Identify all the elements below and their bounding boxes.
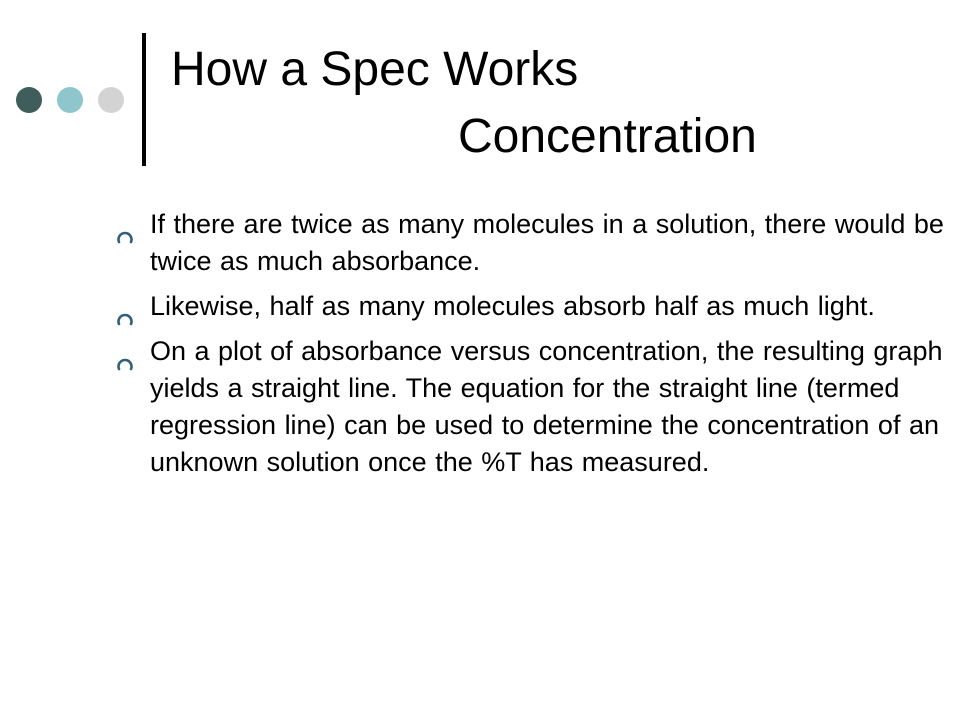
slide-title-line-1: How a Spec Works [171,43,579,96]
bullet-item [116,288,946,325]
slide-title [0,0,960,190]
open-bullet-icon [116,344,134,360]
slide-title-line-2: Concentration [458,110,757,163]
bullet-list [116,206,946,489]
bullet-text: If there are twice as many molecules in a solution, there would be twice as much absorbance. [150,209,944,276]
bullet-item [116,333,946,481]
open-bullet-icon [116,217,134,233]
bullet-item [116,206,946,280]
bullet-text: On a plot of absorbance versus concentration, the resulting graph yields a straight line. The equation for the straight line (termed regression line) can be used to determine the concentration of an unknown solution once the %T has measured. [150,336,943,477]
bullet-text: Likewise, half as many molecules absorb half as much light. [150,291,875,321]
open-bullet-icon [116,299,134,315]
